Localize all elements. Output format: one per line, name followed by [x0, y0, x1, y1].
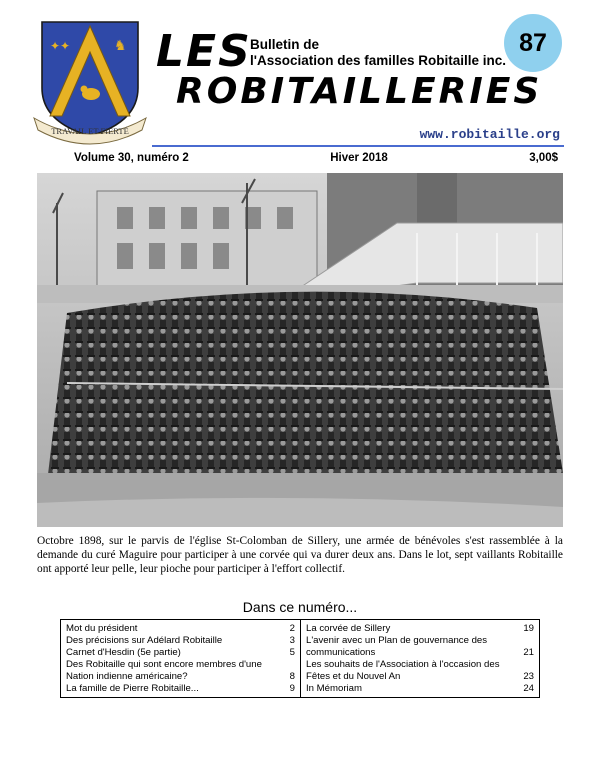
table-of-contents	[60, 619, 540, 698]
masthead-title: ROBITAILLERIES	[176, 71, 543, 112]
toc-entry[interactable]	[66, 635, 295, 647]
header-rule	[152, 145, 564, 147]
group-photo	[37, 173, 563, 527]
toc-entry-page: 21	[523, 647, 534, 659]
svg-text:♞: ♞	[114, 38, 127, 54]
toc-entry-page: 24	[523, 683, 534, 695]
toc-entry[interactable]	[66, 683, 295, 695]
toc-entry-page: 3	[289, 635, 295, 647]
toc-entry-title: Mot du président	[66, 623, 138, 634]
toc-entry-title: La famille de Pierre Robitaille...	[66, 683, 199, 695]
toc-left-column	[61, 620, 300, 697]
toc-entry-title: Les souhaits de l'Association à l'occasion des Fêtes et du Nouvel An	[306, 659, 500, 683]
issue-number-badge: 87	[504, 14, 562, 72]
subtitle-line-2: l'Association des familles Robitaille inc.	[250, 52, 507, 68]
toc-entry-title: L'avenir avec un Plan de gouvernance des communications	[306, 635, 488, 659]
toc-entry[interactable]	[306, 635, 534, 659]
toc-entry[interactable]	[66, 623, 295, 635]
toc-entry[interactable]	[66, 647, 295, 659]
title-les: LES	[156, 26, 252, 77]
volume-number: Volume 30, numéro 2	[74, 152, 189, 164]
toc-entry-page: 2	[289, 623, 295, 634]
toc-entry-title: Des précisions sur Adélard Robitaille	[66, 635, 223, 647]
toc-entry-page: 9	[289, 683, 295, 695]
toc-entry-title: Carnet d'Hesdin (5e partie)	[66, 647, 181, 659]
toc-entry-page: 5	[289, 647, 295, 659]
photo-caption: Octobre 1898, sur le parvis de l'église St-Colomban de Sillery, une armée de bénévoles s'est rassemblée à la demande du curé Maguire pour participer à une corvée qui va durer deux ans. Dans le lot, sept vaillants Robitaille ont apporté leur pelle, leur pioche pour participer à l'effort collectif.	[37, 535, 563, 575]
crest-motto: TRAVAIL ET FIERTÉ	[51, 126, 129, 136]
issue-meta	[74, 152, 558, 164]
toc-entry-title: In Mémoriam	[306, 683, 362, 695]
svg-text:✦✦: ✦✦	[50, 39, 71, 53]
toc-right-column	[300, 620, 539, 697]
toc-entry[interactable]	[66, 659, 295, 683]
toc-entry[interactable]	[306, 683, 534, 695]
toc-entry[interactable]	[306, 659, 534, 683]
toc-entry-page: 19	[523, 623, 534, 634]
toc-entry-title: Des Robitaille qui sont encore membres d'une Nation indienne américaine?	[66, 659, 262, 683]
association-crest	[30, 18, 150, 146]
bulletin-subtitle	[250, 37, 506, 68]
toc-entry-title: La corvée de Sillery	[306, 623, 391, 634]
toc-entry-page: 23	[523, 671, 534, 683]
price: 3,00$	[529, 152, 558, 164]
toc-entry-page: 8	[289, 671, 295, 683]
subtitle-line-1: Bulletin de	[250, 37, 320, 52]
contents-heading: Dans ce numéro...	[242, 599, 358, 615]
season: Hiver 2018	[330, 152, 388, 164]
website-link[interactable]: www.robitaille.org	[419, 127, 560, 142]
toc-entry[interactable]	[306, 623, 534, 635]
